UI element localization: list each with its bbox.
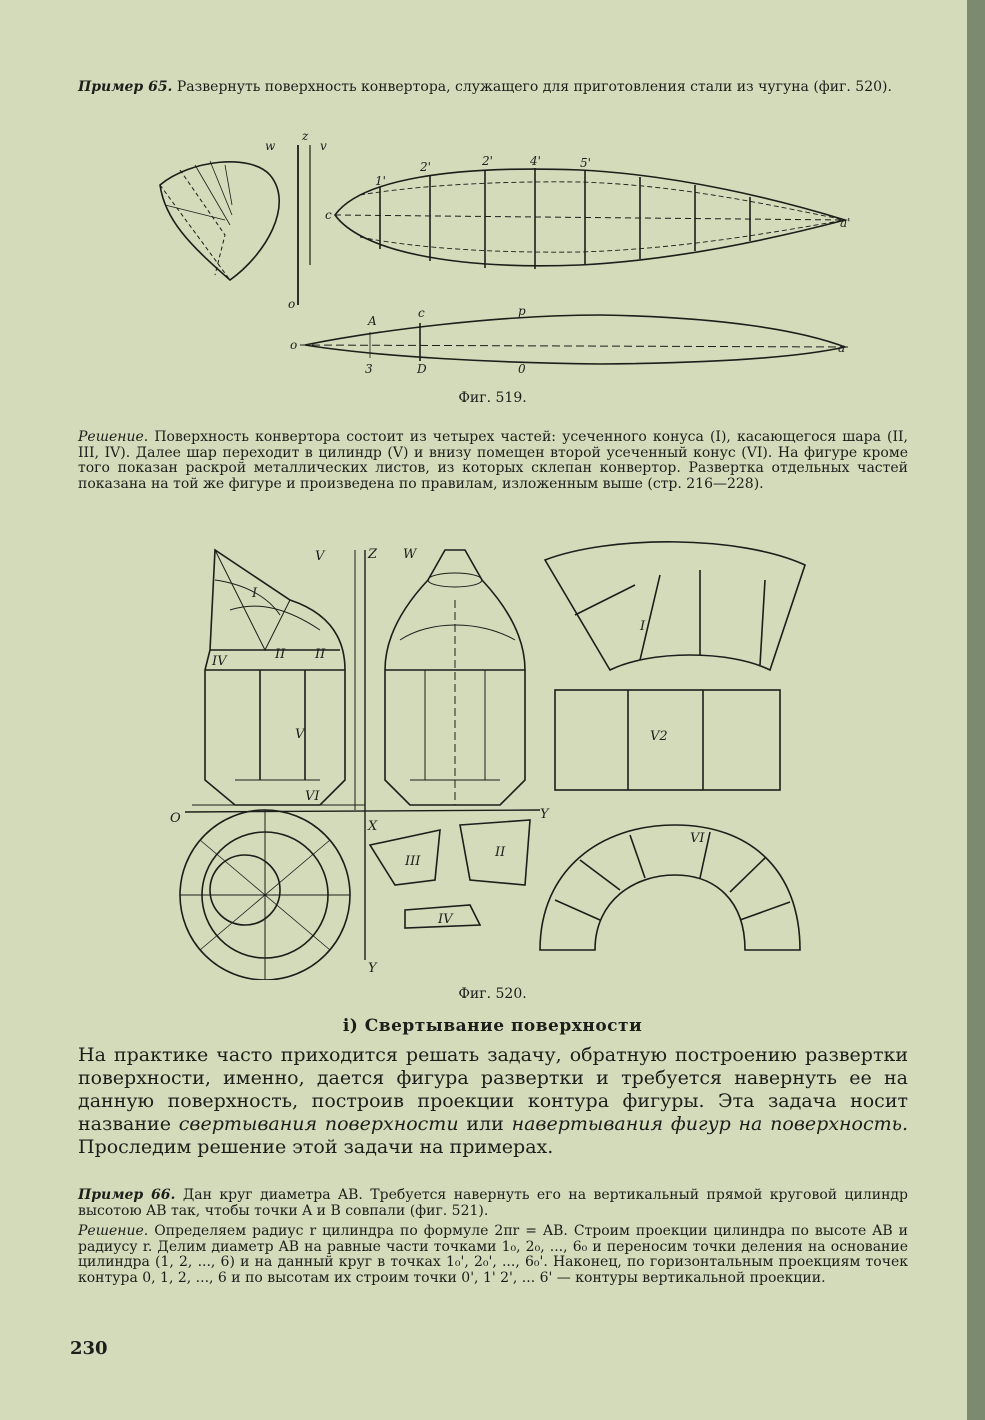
section-body-term2: навертывания фигур на поверхность. [511,1113,909,1135]
figure-520 [170,540,810,980]
svg-text:a': a' [840,216,851,230]
svg-text:I: I [640,619,646,634]
svg-text:D: D [417,362,427,376]
svg-text:III: III [405,854,421,869]
svg-text:w: w [265,139,276,153]
svg-text:4': 4' [530,154,541,168]
svg-text:I: I [252,586,258,601]
svg-text:z: z [302,129,309,143]
svg-text:II: II [315,647,326,662]
solution-65-paragraph [78,430,908,492]
svg-text:IV: IV [438,912,453,927]
svg-text:A: A [368,314,377,328]
solution-65-text: Поверхность конвертора состоит из четырех частей: усеченного конуса (I), касающегося шара (II, III, IV). Далее шар переходит в цилиндр (V) и внизу помещен второй усеченный конус (VI). На фигуре кроме того показан раскрой металлических листов, из которых склепан конвертор. Развертка отдельных частей показана на той же фигуре и произведена по правилам, изложенным выше (стр. 216—228). [78,429,909,492]
svg-text:3: 3 [365,362,373,376]
solution-65-label: Решение. [78,429,149,445]
example-65-label: Пример 65. [78,79,173,95]
svg-text:Y: Y [540,807,549,822]
svg-text:5': 5' [580,156,591,170]
svg-text:X: X [368,819,378,834]
svg-text:II: II [495,845,506,860]
section-title: i) Свертывание поверхности [342,1016,643,1036]
svg-text:O: O [170,811,181,826]
solution-66-paragraph [78,1224,908,1286]
svg-text:VI: VI [305,789,320,804]
figure-520-caption: Фиг. 520. [458,986,527,1002]
svg-text:Z: Z [368,547,378,562]
example-65-paragraph [78,80,908,96]
svg-text:0: 0 [518,362,526,376]
fig519-side-outline [160,162,279,280]
figure-519-caption: Фиг. 519. [458,390,527,406]
example-66-label: Пример 66. [78,1187,176,1203]
svg-text:W: W [403,547,417,562]
svg-text:Y: Y [368,961,377,976]
svg-text:p: p [518,304,526,318]
section-body-term1: свертывания поверхности [178,1113,459,1135]
example-66-text: Дан круг диаметра AB. Требуется навернуть его на вертикальный прямой круговой цилиндр высотою AB так, чтобы точки A и B совпали (фиг. 521). [78,1187,908,1219]
solution-66-label: Решение. [78,1223,149,1239]
svg-text:c: c [418,306,425,320]
figure-519 [120,125,860,385]
example-66-paragraph [78,1188,908,1219]
section-body-part1: На практике часто приходится решать задачу, обратную построению развертки поверхности, именно, дается фигура развертки и требуется навернуть ее на данную поверхность, построив проекции контура фигуры. Эта задача носит название [78,1044,908,1135]
section-body-part3: Проследим решение этой задачи на примерах. [78,1136,554,1158]
svg-text:2': 2' [482,154,493,168]
svg-text:V: V [315,549,325,564]
svg-text:o: o [288,297,296,311]
fig520-dev-sector-I [545,542,805,670]
page-number: 230 [70,1338,108,1359]
svg-text:v: v [320,139,327,153]
svg-text:V2: V2 [650,729,668,744]
fig519-plan-outline [305,315,845,364]
svg-text:VI: VI [690,831,705,846]
svg-text:a: a [838,341,846,355]
svg-text:2': 2' [420,160,431,174]
section-body-part2: или [466,1113,504,1135]
page-edge [967,0,985,1420]
section-body-paragraph [78,1044,908,1159]
svg-text:c: c [325,208,332,222]
svg-text:o: o [290,338,298,352]
svg-text:1': 1' [375,174,386,188]
example-65-text: Развернуть поверхность конвертора, служащего для приготовления стали из чугуна (фиг. 520). [176,79,892,95]
fig520-left-projection [205,550,345,805]
svg-text:V: V [295,727,305,742]
svg-text:II: II [275,647,286,662]
svg-text:IV: IV [212,654,227,669]
fig520-dev-arch-VI [540,825,800,950]
solution-66-text: Определяем радиус r цилиндра по формуле 2πr = AB. Строим проекции цилиндра по высоте AB и радиусу r. Делим диаметр AB на равные части точками 1₀, 2₀, ..., 6₀ и переносим точки деления на основание цилиндра (1, 2, ..., 6) и на данный круг в точках 1₀', 2₀', ..., 6₀'. Наконец, по горизонтальным проекциям точек контура 0, 1, 2, ..., 6 и по высотам их строим точки 0', 1' 2', ... 6' — контуры вертикальной проекции. [78,1223,908,1286]
